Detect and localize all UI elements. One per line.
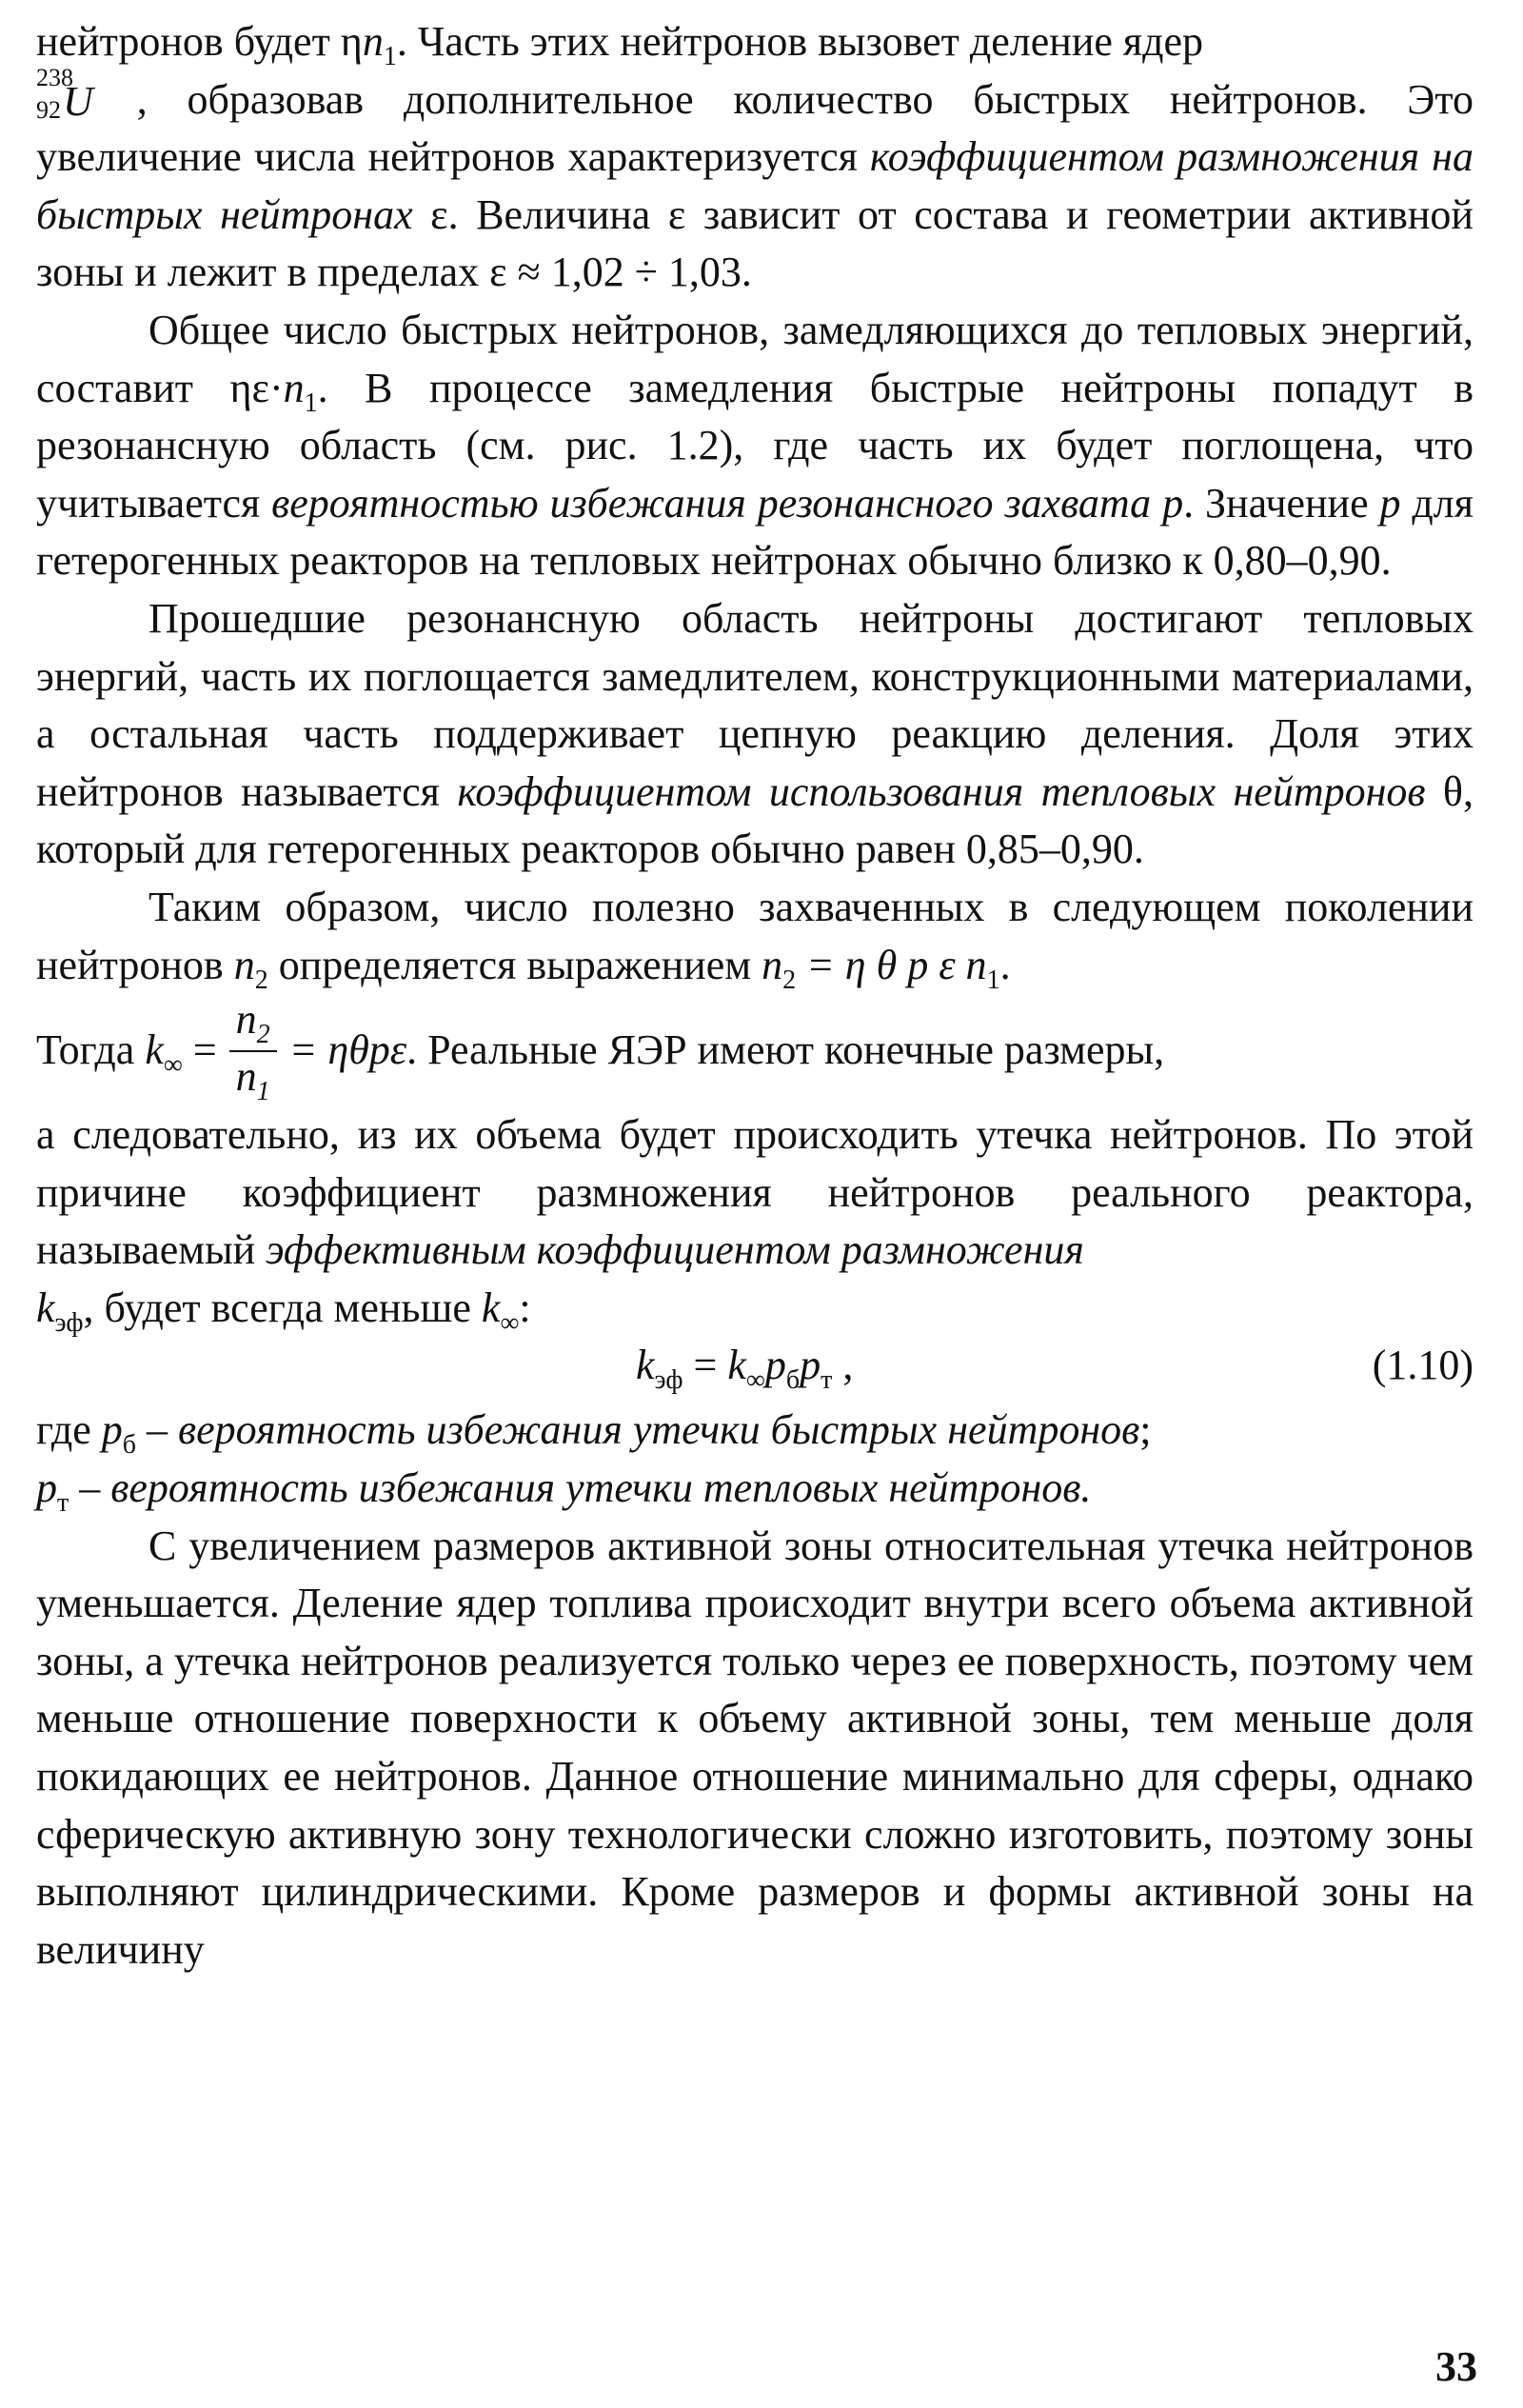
k-symbol: k [636, 1342, 655, 1389]
subscript: 2 [782, 965, 797, 995]
paragraph-definitions [36, 1402, 1474, 1517]
subscript: б [785, 1365, 801, 1396]
subscript: 2 [256, 1019, 270, 1049]
text-run: ; [1139, 1406, 1152, 1454]
term-thermal-utilization-factor: коэффициентом использования тепловых нейтронов [457, 767, 1426, 815]
mass-number: 238 [36, 63, 73, 91]
p-symbol: p [1379, 479, 1401, 527]
p-symbol: p [764, 1342, 786, 1389]
paragraph-thermal-utilization [36, 590, 1474, 879]
page-number: 33 [1435, 2343, 1477, 2390]
subscript: 2 [254, 965, 268, 995]
text-run: . В процессе замедления быстрые нейтроны попадут в резонансную область (см. рис. 1.2), где часть их будет поглощена, что учитывается [36, 364, 1474, 527]
text-run: Общее число быстрых нейтронов, замедляющихся до тепловых энергий, составит ηε· [36, 306, 1474, 411]
text-run: нейтронов будет [36, 18, 341, 65]
subscript: т [821, 1365, 833, 1396]
body-text [36, 13, 1474, 1979]
k-symbol: k [481, 1284, 501, 1331]
equals-sign: = [682, 1342, 728, 1389]
text-run: ε. Величина ε зависит от состава и геометрии активной зоны и лежит в пределах ε ≈ 1,02 ÷ 1,03. [36, 190, 1474, 296]
subscript: 1 [304, 388, 318, 418]
element-symbol: U [63, 77, 93, 125]
text-run: Прошедшие резонансную область нейтроны достигают тепловых энергий, часть их поглощается замедлителем, конструкционными материалами, а остальная часть поддерживает цепную реакцию деления. Доля этих нейтронов называется [36, 594, 1474, 815]
text-run: . Часть этих нейтронов вызовет деление ядер [396, 18, 1204, 65]
subscript: ∞ [745, 1365, 765, 1396]
text-run: , [832, 1342, 854, 1389]
p-symbol: p [101, 1406, 123, 1454]
p-symbol: p [800, 1342, 821, 1389]
equals-sign: = [182, 1026, 227, 1074]
text-run: а следовательно, из их объема будет происходить утечка нейтронов. По этой причине коэффициент размножения нейтронов реального реактора, называемый [36, 1111, 1474, 1274]
four-factor-product: = ηθpε [278, 1026, 407, 1074]
subscript: 1 [383, 41, 397, 71]
subscript: 1 [986, 965, 1000, 995]
n2-symbol: n [233, 941, 255, 988]
subscript: ∞ [500, 1307, 520, 1338]
term-effective-multiplication-factor: эффективным коэффициентом размножения [266, 1226, 1084, 1274]
paragraph-next-generation [36, 879, 1474, 994]
text-run: , будет всегда меньше [83, 1284, 482, 1331]
paragraph-effective-multiplication [36, 1106, 1474, 1337]
text-run: где [36, 1406, 102, 1454]
p-symbol: p [36, 1464, 57, 1512]
subscript: т [57, 1487, 69, 1518]
subscript: б [122, 1430, 137, 1461]
fraction-numerator [227, 996, 279, 1049]
subscript: 1 [256, 1076, 270, 1106]
text-run: Таким образом, число полезно захваченных в следующем поколении нейтронов [36, 883, 1474, 988]
definition-fast-leakage: – вероятность избежания утечки быстрых нейтронов [136, 1406, 1140, 1454]
k-symbol: k [36, 1284, 55, 1331]
subscript: ∞ [163, 1049, 183, 1080]
n1-symbol: n [235, 1053, 257, 1100]
text-run: . Значение [1183, 479, 1380, 527]
n2-symbol: n [762, 941, 783, 988]
product-expression: = η θ p ε n [796, 941, 987, 988]
term-resonance-escape-probability: вероятностью избежания резонансного захвата p [271, 479, 1184, 527]
text-run: определяется выражением [267, 941, 762, 988]
k-symbol: k [145, 1026, 164, 1074]
fraction-bar [229, 1050, 277, 1052]
text-run: для гетерогенных реакторов на тепловых нейтронах обычно близко к 0,80–0,90. [36, 479, 1474, 585]
equation-number: (1.10) [1372, 1342, 1474, 1389]
n2-symbol: n [235, 996, 257, 1043]
term-fast-fission-factor: коэффициентом размножения на быстрых нейтронах [36, 133, 1474, 238]
subscript: эф [654, 1365, 683, 1396]
equation-1-10 [36, 1337, 1474, 1402]
text-run: . [999, 941, 1011, 988]
text-run: : [519, 1284, 531, 1331]
text-run: θ, который для гетерогенных реакторов обычно равен 0,85–0,90. [36, 767, 1474, 873]
k-symbol: k [727, 1342, 746, 1389]
paragraph-core-size: С увеличением размеров активной зоны относительная утечка нейтронов уменьшается. Деление ядер топлива происходит внутри всего объема активной зоны, а утечка нейтронов реализуется только через ее поверхность, поэтому чем меньше отношение поверхности к объему активной зоны, тем меньше доля покидающих ее нейтронов. Данное отношение минимально для сферы, однако сферическую активную зону технологически сложно изготовить, поэтому зоны выполняют цилиндрическими. Кроме размеров и формы активной зоны на величину [36, 1522, 1474, 1973]
uranium-238-nuclide [36, 63, 97, 125]
eta-symbol: η [340, 18, 363, 65]
n1-symbol: n [283, 364, 305, 411]
text-run: , образовав дополнительное количество быстрых нейтронов. Это увеличение числа нейтронов характеризуется [36, 75, 1474, 181]
k-infinity-formula-line [36, 994, 1474, 1106]
paragraph-resonance-escape [36, 302, 1474, 590]
paragraph-fast-fission [36, 13, 1474, 302]
definition-thermal-leakage: – вероятность избежания утечки тепловых нейтронов. [69, 1464, 1092, 1512]
text-run: Тогда [36, 1026, 146, 1074]
fraction-denominator [227, 1053, 279, 1106]
n1-symbol: n [362, 18, 384, 65]
fraction-n2-over-n1 [227, 996, 279, 1106]
equation-body [636, 1337, 853, 1395]
subscript: эф [54, 1307, 84, 1338]
atomic-number: 92 [36, 95, 61, 124]
text-run: . Реальные ЯЭР имеют конечные размеры, [406, 1026, 1165, 1074]
